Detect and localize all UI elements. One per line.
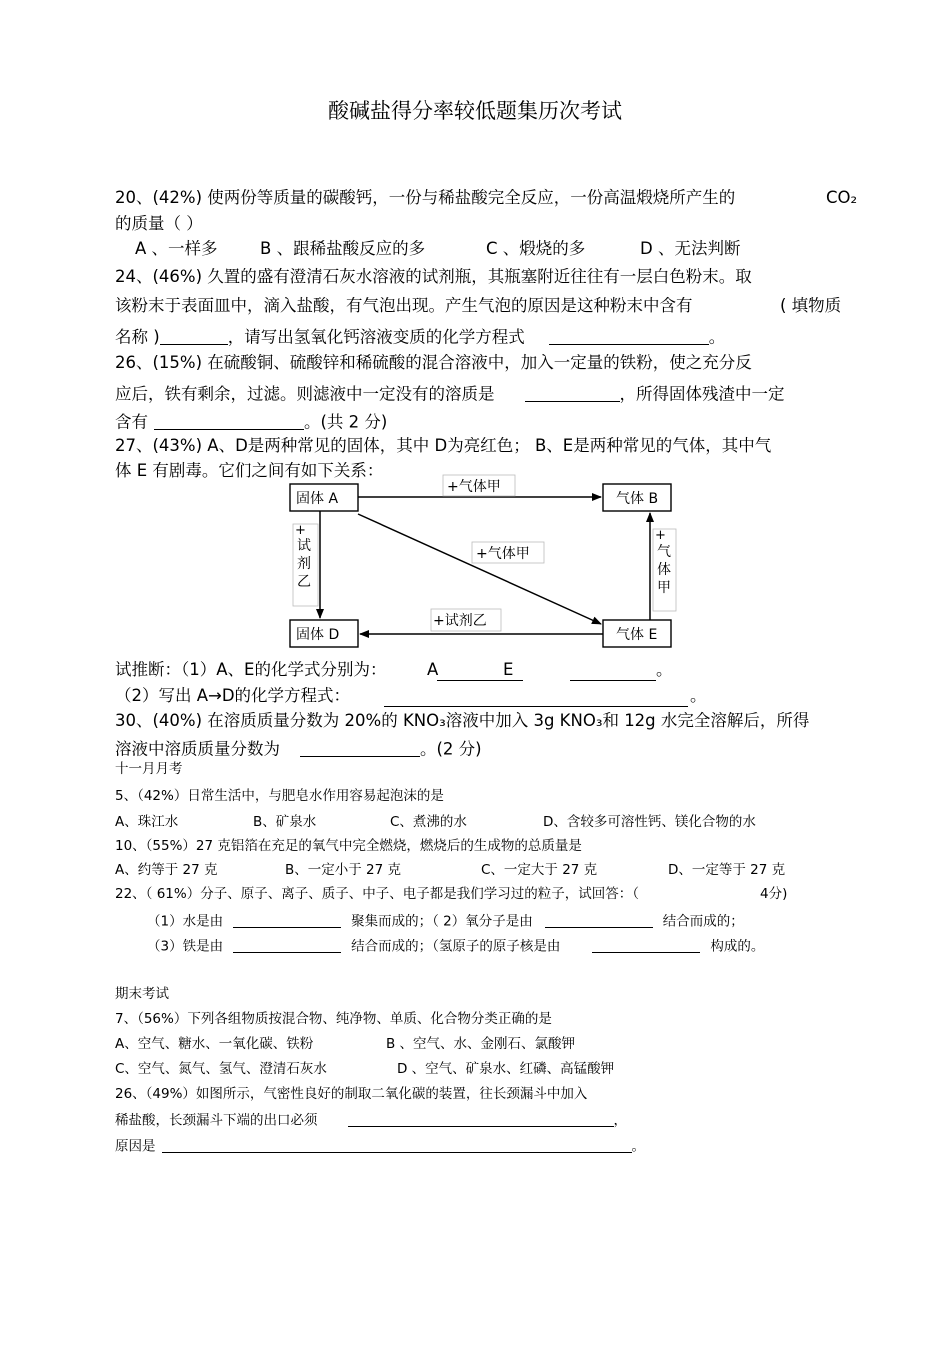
n22-l2-label-nucleus: 结合而成的；（氢原子的原子核是由 <box>351 938 561 955</box>
f7-option-c: C、空气、氮气、氢气、澄清石灰水 <box>115 1061 327 1077</box>
n10-option-d: D、一定等于 27 克 <box>668 862 786 878</box>
f26-l2-label: 稀盐酸，长颈漏斗下端的出口必须 <box>115 1112 318 1129</box>
q26-end: 。(共 2 分) <box>304 412 388 432</box>
section-final: 期末考试 <box>115 986 169 1002</box>
q20-option-c: C 、煅烧的多 <box>486 239 586 258</box>
q27-line2: 体 E 有剧毒。它们之间有如下关系： <box>115 461 384 480</box>
f7-option-a: A、空气、糖水、一氧化碳、铁粉 <box>115 1036 314 1052</box>
n5-stem: 5、（42%）日常生活中，与肥皂水作用容易起泡沫的是 <box>115 788 444 804</box>
arrow-a-to-e <box>358 514 601 624</box>
label-diagonal-reagent: +气体甲 <box>476 546 530 562</box>
label-top-reagent: +气体甲 <box>447 479 501 495</box>
label-solid-d: 固体 D <box>296 627 340 643</box>
n22-l1-label-water: （1）水是由 <box>147 913 224 930</box>
q20-co2: CO₂ <box>826 188 858 207</box>
n5-option-d: D、含较多可溶性钙、镁化合物的水 <box>543 814 756 830</box>
q27-infer1-a: A <box>427 660 439 679</box>
q26-line3 <box>115 412 387 431</box>
q20-option-b: B 、跟稀盐酸反应的多 <box>260 239 426 258</box>
q30-blank-fraction[interactable] <box>300 739 420 757</box>
f26-stem: 26、（49%）如图所示，气密性良好的制取二氧化碳的装置，往长颈漏斗中加入 <box>115 1086 588 1102</box>
q24-line3 <box>115 327 725 346</box>
f26-l3-label: 原因是 <box>115 1138 156 1155</box>
f7-option-d: D 、空气、矿泉水、红磷、高锰酸钾 <box>397 1061 615 1077</box>
label-right-char-3: 甲 <box>657 580 671 596</box>
q24-line2-note: ( 填物质 <box>780 296 842 315</box>
n22-stem: 22、（ 61%）分子、原子、离子、质子、中子、电子都是我们学习过的粒子，试回答：（ <box>115 886 639 902</box>
label-left-char-1: 试 <box>297 538 311 554</box>
q20-option-d: D 、无法判断 <box>640 239 741 258</box>
n22-blank-water[interactable] <box>233 913 341 928</box>
label-gas-b: 气体 B <box>616 491 659 507</box>
q30-line2 <box>115 739 482 758</box>
q26-line1: 26、(15%) 在硫酸铜、硫酸锌和稀硫酸的混合溶液中，加入一定量的铁粉，使之充分反 <box>115 353 752 372</box>
q27-infer1-e: E <box>503 660 514 679</box>
q24-end: 。 <box>708 327 726 347</box>
q30-end: 。(2 分) <box>420 739 482 759</box>
q30-line1: 30、(40%) 在溶质质量分数为 20%的 KNO₃溶液中加入 3g KNO₃和 12g 水完全溶解后，所得 <box>115 711 810 730</box>
f26-blank-reason[interactable] <box>162 1138 632 1153</box>
f26-line3 <box>115 1138 645 1154</box>
q24-line1: 24、(46%) 久置的盛有澄清石灰水溶液的试剂瓶，其瓶塞附近往往有一层白色粉末。取 <box>115 267 752 286</box>
n22-blank-oxygen[interactable] <box>545 913 653 928</box>
q24-line2: 该粉末于表面皿中，滴入盐酸，有气泡出现。产生气泡的原因是这种粉末中含有 <box>115 296 693 315</box>
q27-infer1-end: 。 <box>656 660 673 679</box>
n5-option-a: A、珠江水 <box>115 814 179 830</box>
n22-l2-end: 构成的。 <box>710 938 765 955</box>
label-bottom-reagent: +试剂乙 <box>433 613 487 629</box>
f7-stem: 7、（56%）下列各组物质按混合物、纯净物、单质、化合物分类正确的是 <box>115 1011 552 1027</box>
q26-solute-label: 应后，铁有剩余，过滤。则滤液中一定没有的溶质是 <box>115 384 495 404</box>
q26-blank-residue[interactable] <box>154 412 304 430</box>
n22-l2-label-iron: （3）铁是由 <box>147 938 224 955</box>
q24-equation-label: ，请写出氢氧化钙溶液变质的化学方程式 <box>227 327 525 347</box>
section-november: 十一月月考 <box>115 761 183 777</box>
n22-blank-nucleus[interactable] <box>592 938 700 953</box>
label-left-char-2: 剂 <box>297 556 311 572</box>
label-gas-e: 气体 E <box>616 627 658 643</box>
q30-label: 溶液中溶质质量分数为 <box>115 739 280 759</box>
f7-option-b: B 、空气、水、金刚石、氯酸钾 <box>386 1036 576 1052</box>
q20-option-a: A 、一样多 <box>135 239 218 258</box>
q27-blank-equation[interactable] <box>384 688 688 707</box>
q27-blank-e[interactable] <box>570 662 656 681</box>
f26-blank-outlet[interactable] <box>348 1112 614 1127</box>
n5-option-b: B、矿泉水 <box>253 814 317 830</box>
q27-infer2-label: （2）写出 A→D的化学方程式： <box>115 686 351 705</box>
n10-option-c: C、一定大于 27 克 <box>481 862 598 878</box>
q27-infer1-label: 试推断：（1）A、E的化学式分别为： <box>115 660 387 679</box>
n22-l1-label-oxygen: 聚集而成的；（ 2）氧分子是由 <box>351 913 533 930</box>
n22-blank-iron[interactable] <box>233 938 341 953</box>
n22-line2 <box>147 938 764 954</box>
n22-l1-end: 结合而成的； <box>662 913 744 930</box>
n22-stem-end: 4分) <box>760 886 788 902</box>
q20-line1: 20、(42%) 使两份等质量的碳酸钙，一份与稀盐酸完全反应，一份高温煅烧所产生的 <box>115 188 736 207</box>
q24-name-label: 名称 ) <box>115 327 160 347</box>
f26-l2-end: ， <box>613 1112 627 1129</box>
f26-line2 <box>115 1112 627 1128</box>
q26-blank-solute[interactable] <box>525 384 620 402</box>
label-solid-a: 固体 A <box>296 491 339 507</box>
label-right-char-1: 气 <box>657 544 671 560</box>
q24-blank-name[interactable] <box>160 327 228 345</box>
q24-blank-equation[interactable] <box>549 327 709 345</box>
q20-line2: 的质量（ ） <box>115 214 203 233</box>
q27-line1: 27、(43%) A、D是两种常见的固体，其中 D为亮红色； B、E是两种常见的气体，其中气 <box>115 436 772 455</box>
q26-contains-label: 含有 <box>115 412 148 432</box>
n10-option-b: B、一定小于 27 克 <box>285 862 402 878</box>
label-right-char-2: 体 <box>657 562 671 578</box>
q26-line2 <box>115 384 785 403</box>
n5-option-c: C、煮沸的水 <box>390 814 467 830</box>
q26-residue-label: ，所得固体残渣中一定 <box>619 384 785 404</box>
n10-option-a: A、约等于 27 克 <box>115 862 218 878</box>
n10-stem: 10、（55%）27 克铝箔在充足的氧气中完全燃烧，燃烧后的生成物的总质量是 <box>115 838 582 854</box>
label-left-char-3: 乙 <box>297 574 311 590</box>
q27-relation-diagram <box>280 472 680 654</box>
q27-infer2-end: 。 <box>690 686 707 705</box>
n22-line1 <box>147 913 744 929</box>
label-right-plus: + <box>655 528 666 543</box>
page-title: 酸碱盐得分率较低题集历次考试 <box>328 99 622 123</box>
label-left-plus: + <box>295 523 306 538</box>
f26-l3-end: 。 <box>631 1138 645 1155</box>
